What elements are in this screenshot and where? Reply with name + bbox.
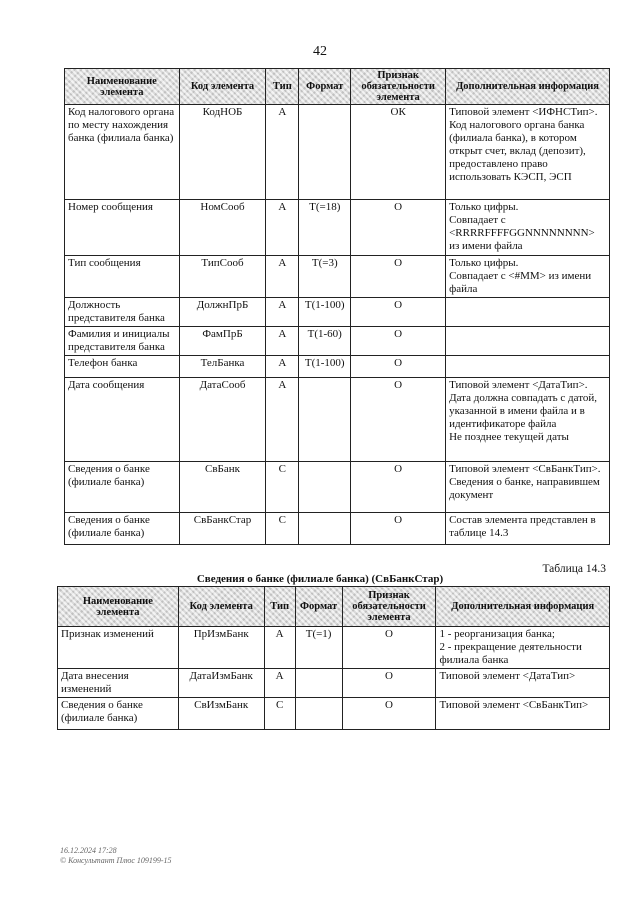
cell-type: А [264,669,295,698]
info-line: Совпадает с <RRRRFFFFGGNNNNNNNN> из имени файла [449,214,595,252]
cell-required: О [351,200,446,256]
table-row [58,698,610,730]
info-line: Не позднее текущей даты [449,431,569,443]
cell-name: Дата внесения изменений [58,669,179,698]
cell-type: А [266,105,299,200]
cell-type: А [266,378,299,462]
header-info: Дополнительная информация [446,69,610,105]
table-row [65,105,610,200]
cell-format [299,105,351,200]
cell-required: ОК [351,105,446,200]
cell-info [446,256,610,298]
table-row [65,256,610,298]
cell-required: О [351,378,446,462]
cell-name: Тип сообщения [65,256,180,298]
table-row [65,356,610,378]
table-row [65,298,610,327]
footer-source: © Консультант Плюс 109199-15 [60,856,172,865]
cell-type: А [266,327,299,356]
page-number: 42 [313,44,327,59]
cell-code: НомСооб [179,200,266,256]
cell-format: T(=18) [299,200,351,256]
cell-required: О [342,669,436,698]
info-line: Только цифры. [449,201,519,213]
header-format: Формат [299,69,351,105]
cell-type: А [264,627,295,669]
cell-type: А [266,200,299,256]
info-line: Совпадает с <#MM> из имени файла [449,270,592,295]
cell-info [446,462,610,513]
cell-type: А [266,356,299,378]
bank-changes-table [57,586,610,730]
cell-required: О [351,356,446,378]
table-number: Таблица 14.3 [542,563,606,575]
table-row [65,378,610,462]
elements-table [64,68,610,545]
info-line: Код налогового органа банка (филиала банка), в котором открыт счет, вклад (депозит), предоставлено право использовать КЭСП, ЭСП [449,119,586,183]
cell-required: О [342,627,436,669]
info-line: Дата должна совпадать с датой, указанной в имени файла и в идентификаторе файла [449,392,598,430]
cell-code: ФамПрБ [179,327,266,356]
cell-name: Номер сообщения [65,200,180,256]
cell-name: Должность представителя банка [65,298,180,327]
cell-name: Сведения о банке (филиале банка) [58,698,179,730]
info-line: Типовой элемент <СвБанкТип>. [449,463,601,475]
info-line: Типовой элемент <ДатаТип> [439,670,576,682]
table-row [65,462,610,513]
cell-info [446,327,610,356]
header-code: Код элемента [178,587,264,627]
table-row [65,513,610,545]
cell-name: Сведения о банке (филиале банка) [65,462,180,513]
table-row [65,200,610,256]
info-line: Только цифры. [449,257,519,269]
cell-type: С [264,698,295,730]
cell-info [446,378,610,462]
cell-name: Сведения о банке (филиале банка) [65,513,180,545]
cell-info [446,298,610,327]
cell-code: ПрИзмБанк [178,627,264,669]
cell-code: СвБанк [179,462,266,513]
cell-format [299,378,351,462]
header-type: Тип [264,587,295,627]
cell-format [299,462,351,513]
cell-name: Признак изменений [58,627,179,669]
cell-info [446,105,610,200]
cell-format [299,513,351,545]
cell-format [295,698,342,730]
cell-required: О [351,256,446,298]
cell-name: Фамилия и инициалы представителя банка [65,327,180,356]
header-name: Наименование элемента [58,587,179,627]
info-line: Сведения о банке, направившем документ [449,476,600,501]
cell-required: О [351,462,446,513]
cell-format [295,669,342,698]
cell-type: А [266,298,299,327]
table-header-row [58,587,610,627]
cell-name: Телефон банка [65,356,180,378]
cell-info [446,513,610,545]
cell-required: О [342,698,436,730]
cell-type: С [266,513,299,545]
cell-info [436,669,610,698]
header-name: Наименование элемента [65,69,180,105]
cell-required: О [351,513,446,545]
cell-format: T(1-60) [299,327,351,356]
cell-code: СвИзмБанк [178,698,264,730]
cell-code: ТелБанка [179,356,266,378]
cell-info [446,200,610,256]
info-line: Типовой элемент <СвБанкТип> [439,699,589,711]
cell-type: С [266,462,299,513]
cell-type: А [266,256,299,298]
cell-code: КодНОБ [179,105,266,200]
footer-stamp [60,846,172,866]
cell-code: СвБанкСтар [179,513,266,545]
cell-code: ДатаИзмБанк [178,669,264,698]
table-row [65,327,610,356]
cell-name: Дата сообщения [65,378,180,462]
info-line: 2 - прекращение деятельности филиала банка [439,641,582,666]
cell-code: ДолжнПрБ [179,298,266,327]
header-type: Тип [266,69,299,105]
cell-required: О [351,327,446,356]
table-header-row [65,69,610,105]
table-title: Сведения о банке (филиале банка) (СвБанкСтар) [196,573,444,585]
header-required: Признак обязательности элемента [342,587,436,627]
info-line: 1 - реорганизация банка; [439,628,555,640]
cell-code: ДатаСооб [179,378,266,462]
info-line: Типовой элемент <ИФНСТип>. [449,106,598,118]
cell-name: Код налогового органа по месту нахождения банка (филиала банка) [65,105,180,200]
info-line: Типовой элемент <ДатаТип>. [449,379,588,391]
footer-date: 16.12.2024 17:28 [60,846,117,855]
cell-info [436,698,610,730]
cell-format: T(1-100) [299,356,351,378]
cell-info [436,627,610,669]
cell-format: T(=1) [295,627,342,669]
cell-format: T(1-100) [299,298,351,327]
cell-info [446,356,610,378]
header-code: Код элемента [179,69,266,105]
cell-format: T(=3) [299,256,351,298]
info-line: Состав элемента представлен в таблице 14.3 [449,514,596,539]
header-info: Дополнительная информация [436,587,610,627]
cell-required: О [351,298,446,327]
table-row [58,669,610,698]
cell-code: ТипСооб [179,256,266,298]
header-format: Формат [295,587,342,627]
table-row [58,627,610,669]
header-required: Признак обязательности элемента [351,69,446,105]
